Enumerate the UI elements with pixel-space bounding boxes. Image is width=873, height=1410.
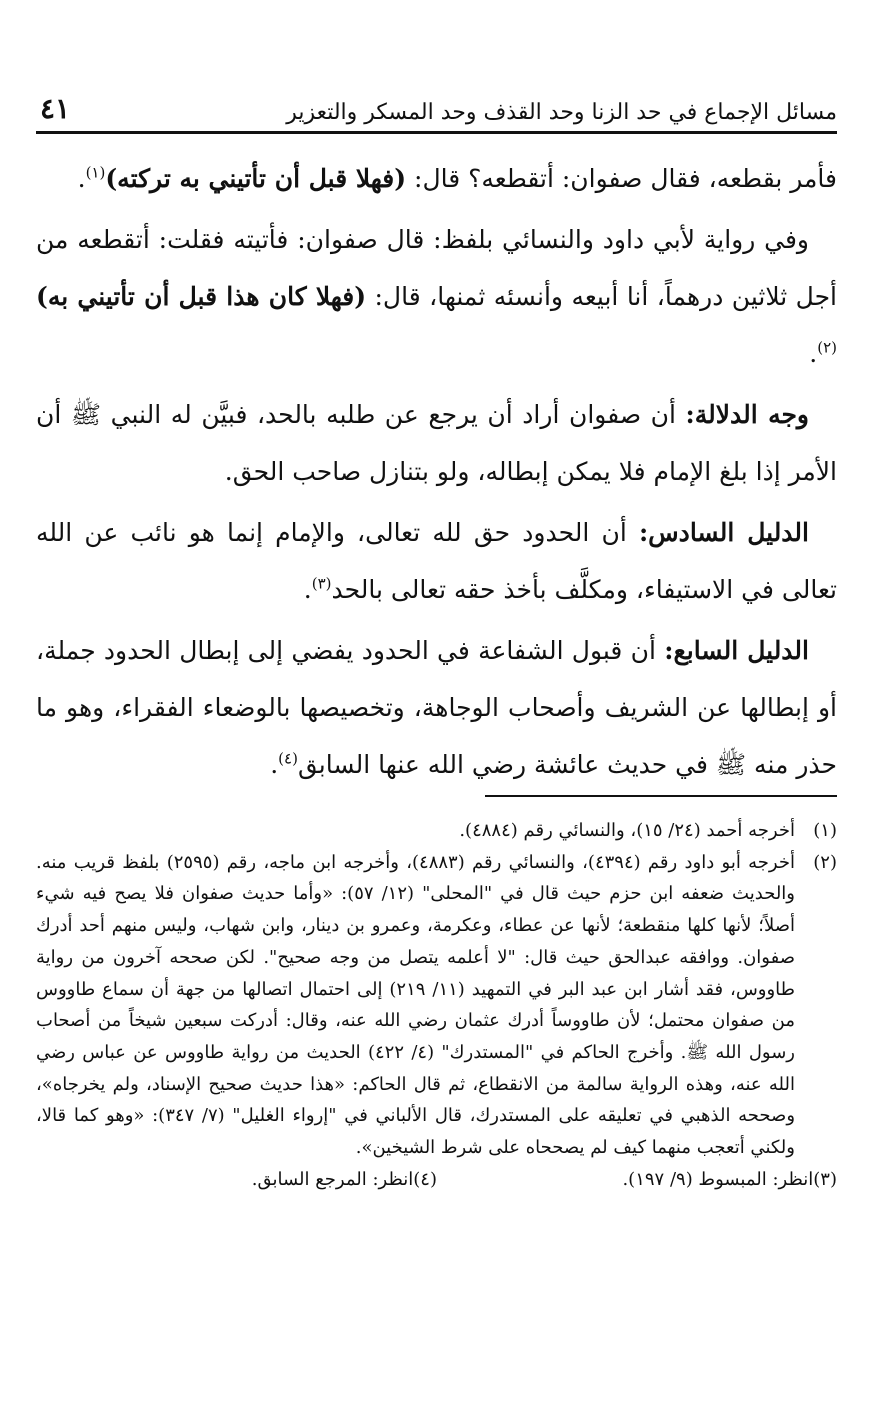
section-label: الدليل السادس:: [638, 518, 809, 547]
footnote-ref-3: (٣): [311, 574, 332, 593]
footnote-text: أخرجه أحمد (٢٤/ ١٥)، والنسائي رقم (٤٨٨٤).: [459, 820, 795, 841]
hadith-quote: (فهلا قبل أن تأتيني به تركته): [105, 164, 407, 193]
footnote-text: انظر: المبسوط (٩/ ١٩٧).: [622, 1168, 814, 1190]
paragraph-4: الدليل السادس: أن الحدود حق لله تعالى، والإمام إنما هو نائب عن الله تعالى في الاستيفاء، ومكلَّف بأخذ حقه تعالى بالحد$^{(٣)}$.: [36, 518, 837, 604]
footnote-separator: [485, 795, 837, 797]
paragraph-5: الدليل السابع: أن قبول الشفاعة في الحدود يفضي إلى إبطال الحدود جملة، أو إبطالها عن الشريف وأصحاب الوجاهة، وتخصيصها بالوضعاء الفقراء، وهو ما حذر منه ﷺ في حديث عائشة رضي الله عنها السابق$^{(٤)}$.: [36, 636, 837, 779]
paragraph-3: وجه الدلالة: أن صفوان أراد أن يرجع عن طلبه بالحد، فبيَّن له النبي ﷺ أن الأمر إذا بلغ الإمام فلا يمكن إبطاله، ولو بتنازل صاحب الحق.: [36, 400, 837, 486]
footnote-number: (٣): [813, 1168, 837, 1190]
section-label: الدليل السابع:: [664, 636, 809, 665]
footnote-2: [36, 847, 837, 1164]
footnotes: [36, 815, 837, 1195]
hadith-quote: (فهلا كان هذا قبل أن تأتيني به): [36, 282, 367, 311]
section-label: وجه الدلالة:: [685, 400, 810, 429]
footnote-ref-1: (١): [85, 163, 106, 182]
running-title: مسائل الإجماع في حد الزنا وحد القذف وحد المسكر والتعزير: [286, 100, 837, 125]
footnote-row: [36, 1164, 837, 1196]
footnote-ref-2: (٢): [817, 338, 837, 357]
footnote-number: (١): [813, 820, 837, 841]
footnote-ref-4: (٤): [278, 749, 298, 768]
paragraph-2: وفي رواية لأبي داود والنسائي بلفظ: قال صفوان: فأتيته فقلت: أتقطعه من أجل ثلاثين درهماً، أنا أبيعه وأنسئه ثمنها، قال: (فهلا كان هذا قبل أن تأتيني به)$^{(٢)}$.: [36, 225, 837, 368]
footnote-text: انظر: المرجع السابق.: [251, 1168, 414, 1190]
body-text: [36, 150, 837, 797]
paragraph-1: فأمر بقطعه، فقال صفوان: أتقطعه؟ قال: (فهلا قبل أن تأتيني به تركته)$^{(١)}$.: [77, 163, 837, 193]
footnote-text: أخرجه أبو داود رقم (٤٣٩٤)، والنسائي رقم (٤٨٨٣)، وأخرجه ابن ماجه، رقم (٢٥٩٥) بلفظ قريب منه. والحديث ضعفه ابن حزم حيث قال في "المحلى" (١٢/ ٥٧): «وأما حديث صفوان فلا يصح فيه شيء أصلاً؛ لأنها كلها منقطعة؛ لأنها عن عطاء، وعكرمة، وعمرو بن دينار، وابن شهاب، وليس منهم أحد أدرك صفوان. ووافقه عبدالحق حيث قال: "لا أعلمه يتصل من وجه صحيح". لكن صححه آخرون من رواية طاووس، فقد أشار ابن عبد البر في التمهيد (١١/ ٢١٩) إلى احتمال اتصالها من جهة أن سماع طاووس من صفوان محتمل؛ لأن طاووساً أدرك عثمان رضي الله عنه، وقال: أدركت سبعين شيخاً من أصحاب رسول الله ﷺ. وأخرج الحاكم في "المستدرك" (٤/ ٤٢٢) الحديث من رواية طاووس عن عباس رضي الله عنه، وهذه الرواية سالمة من الانقطاع، ثم قال الحاكم: «هذا حديث صحيح الإسناد، ولم يخرجاه»، وصححه الذهبي في تعليقه على المستدرك، قال الألباني في "إرواء الغليل" (٧/ ٣٤٧): «وهو كما قالا، ولكني أتعجب منهما كيف لم يصححاه على شرط الشيخين».: [36, 851, 796, 1159]
footnote-number: (٢): [813, 851, 837, 873]
page-header: [36, 88, 837, 134]
page-number: ٤١: [40, 92, 71, 125]
footnote-number: (٤): [413, 1168, 437, 1190]
footnote-3: [437, 1164, 837, 1196]
footnote-1: [36, 815, 837, 847]
footnote-4: [252, 1164, 437, 1196]
